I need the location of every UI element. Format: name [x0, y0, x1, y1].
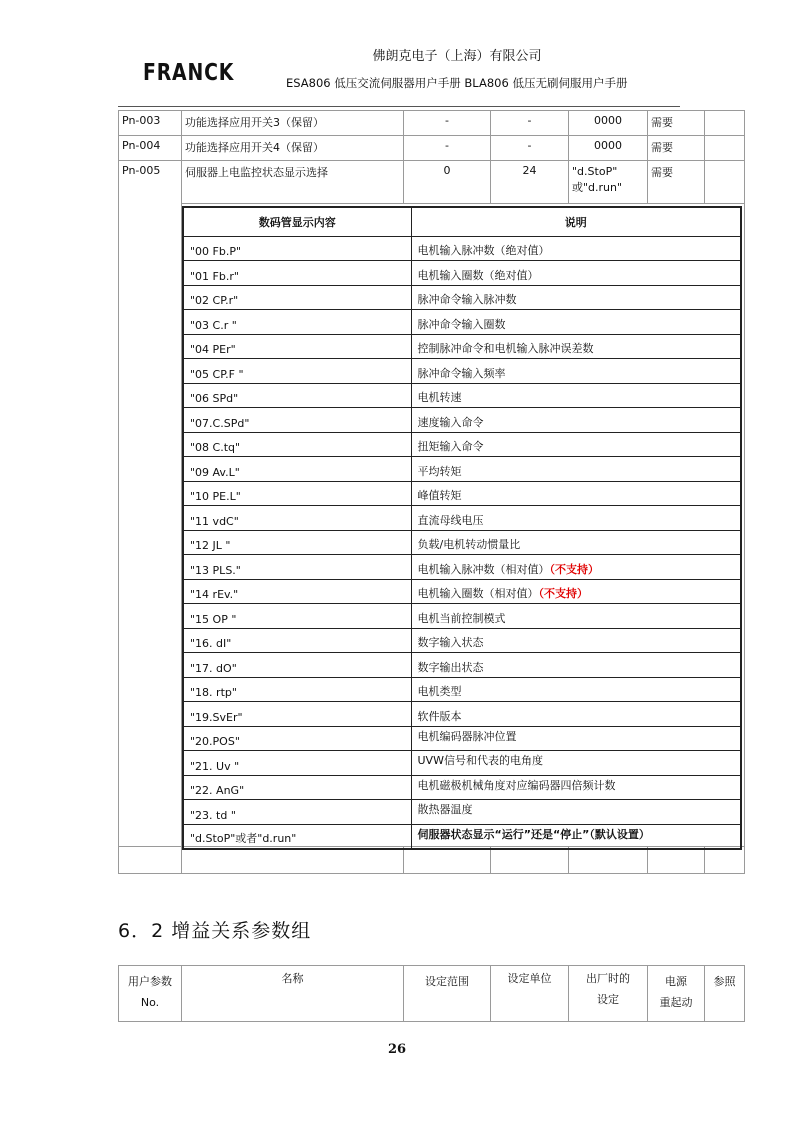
display-desc: 软件版本: [411, 702, 741, 727]
unsupported-note: （不支持）: [549, 562, 599, 576]
table-row: [183, 653, 741, 678]
table-row: [183, 604, 741, 629]
display-desc: 电机当前控制模式: [411, 604, 741, 629]
display-code: "08 C.tq": [183, 432, 411, 457]
display-desc: 脉冲命令输入频率: [411, 359, 741, 384]
param-ref: [705, 161, 745, 204]
header-ref: 参照: [705, 966, 745, 1022]
unsupported-note: （不支持）: [538, 587, 588, 600]
table-row: [183, 481, 741, 506]
table-row: [119, 136, 745, 161]
display-desc: 负载/电机转动惯量比: [411, 530, 741, 555]
display-code: "15 OP ": [183, 604, 411, 629]
header-param-no-line1: 用户参数: [128, 975, 172, 988]
header-description: 说明: [411, 207, 741, 236]
param-name: 功能选择应用开关3（保留）: [182, 111, 404, 136]
display-code: "13 PLS.": [183, 555, 411, 580]
display-desc-text: 电机输入圈数（相对值）: [417, 587, 539, 600]
table-row: [183, 261, 741, 286]
display-code: "19.SvEr": [183, 702, 411, 727]
display-code: "22. AnG": [183, 775, 411, 800]
param-no: Pn-003: [119, 111, 182, 136]
table-row: [183, 800, 741, 825]
display-desc: 电机磁极机械角度对应编码器四倍频计数: [411, 775, 741, 800]
display-code: "03 C.r ": [183, 310, 411, 335]
param-range: -: [404, 111, 491, 136]
display-code: "10 PE.L": [183, 481, 411, 506]
display-code: "17. dO": [183, 653, 411, 678]
param-default-line1: "d.StoP": [572, 165, 618, 178]
display-desc: 电机转速: [411, 383, 741, 408]
header-param-no: [119, 966, 182, 1022]
param-restart: 需要: [648, 136, 705, 161]
empty-cell: [404, 847, 491, 874]
display-desc: 电机输入圈数（绝对值）: [411, 261, 741, 286]
display-code: "21. Uv ": [183, 751, 411, 776]
company-name: 佛朗克电子（上海）有限公司: [372, 49, 542, 64]
header-range: 设定范围: [404, 966, 491, 1022]
header-restart: [648, 966, 705, 1022]
param-default: [569, 161, 648, 204]
display-desc: 数字输出状态: [411, 653, 741, 678]
display-desc: 电机编码器脉冲位置: [411, 726, 741, 751]
display-code: "05 CP.F ": [183, 359, 411, 384]
header-unit: 设定单位: [491, 966, 569, 1022]
header-restart-line1: 电源: [665, 975, 687, 988]
table-row: [183, 236, 741, 261]
page-number: 26: [387, 1042, 407, 1057]
param-restart: 需要: [648, 111, 705, 136]
empty-cell: [569, 847, 648, 874]
display-desc: UVW信号和代表的电角度: [411, 751, 741, 776]
display-code: "20.POS": [183, 726, 411, 751]
display-desc: 数字输入状态: [411, 628, 741, 653]
display-desc-text: 电机输入脉冲数（相对值）: [417, 562, 550, 576]
display-code: "02 CP.r": [183, 285, 411, 310]
empty-cell: [491, 847, 569, 874]
section-title: 6．2 增益关系参数组: [118, 920, 312, 942]
table-row: [183, 408, 741, 433]
empty-cell: [119, 847, 182, 874]
param-default: 0000: [569, 111, 648, 136]
param-range: -: [404, 136, 491, 161]
display-desc: 平均转矩: [411, 457, 741, 482]
table-row: [183, 432, 741, 457]
display-content-table: [182, 206, 742, 850]
display-code: "06 SPd": [183, 383, 411, 408]
table-row: [119, 111, 745, 136]
table-row: [183, 555, 741, 580]
table-row: [183, 457, 741, 482]
header-divider: [118, 106, 680, 107]
display-desc: 脉冲命令输入脉冲数: [411, 285, 741, 310]
manual-title: ESA806 低压交流伺服器用户手册 BLA806 低压无刷伺服用户手册: [286, 76, 628, 90]
display-code: "00 Fb.P": [183, 236, 411, 261]
gain-parameter-table: [118, 965, 745, 1022]
param-ref: [705, 111, 745, 136]
header-name: 名称: [182, 966, 404, 1022]
table-row: [183, 310, 741, 335]
display-code: "d.StoP"或者"d.run": [183, 824, 411, 849]
table-row: [183, 824, 741, 849]
table-row: [183, 285, 741, 310]
param-no: Pn-005: [119, 161, 182, 847]
param-name: 功能选择应用开关4（保留）: [182, 136, 404, 161]
table-row: [183, 579, 741, 604]
param-range: 0: [404, 161, 491, 204]
display-code: "23. td ": [183, 800, 411, 825]
param-restart: 需要: [648, 161, 705, 204]
param-unit: -: [491, 136, 569, 161]
table-row: [183, 751, 741, 776]
param-default: 0000: [569, 136, 648, 161]
table-row: [183, 359, 741, 384]
display-desc: 直流母线电压: [411, 506, 741, 531]
param-name: 伺服器上电监控状态显示选择: [182, 161, 404, 204]
empty-cell: [705, 847, 745, 874]
display-desc: 脉冲命令输入圈数: [411, 310, 741, 335]
table-row: [183, 677, 741, 702]
table-row: [183, 506, 741, 531]
table-row: [183, 775, 741, 800]
display-desc: 散热器温度: [411, 800, 741, 825]
table-header-row: [183, 207, 741, 236]
display-desc: 速度输入命令: [411, 408, 741, 433]
display-desc: [411, 579, 741, 604]
company-logo: FRANCK: [143, 60, 235, 86]
table-row: [183, 383, 741, 408]
table-row: [119, 847, 745, 874]
display-code: "01 Fb.r": [183, 261, 411, 286]
display-desc: 峰值转矩: [411, 481, 741, 506]
table-header-row: [119, 966, 745, 1022]
display-code: "07.C.SPd": [183, 408, 411, 433]
header-default-line1: 出厂时的: [586, 972, 630, 985]
header-default: [569, 966, 648, 1022]
display-code: "04 PEr": [183, 334, 411, 359]
param-no: Pn-004: [119, 136, 182, 161]
display-code: "11 vdC": [183, 506, 411, 531]
table-row: [183, 530, 741, 555]
table-row: [183, 726, 741, 751]
display-desc: 控制脉冲命令和电机输入脉冲误差数: [411, 334, 741, 359]
display-desc: 电机输入脉冲数（绝对值）: [411, 236, 741, 261]
display-code: "09 Av.L": [183, 457, 411, 482]
empty-cell: [648, 847, 705, 874]
display-code: "16. dI": [183, 628, 411, 653]
display-desc: 电机类型: [411, 677, 741, 702]
param-ref: [705, 136, 745, 161]
display-desc: 扭矩输入命令: [411, 432, 741, 457]
display-code: "12 JL ": [183, 530, 411, 555]
param-default-line2: 或"d.run": [572, 181, 623, 194]
table-row: [183, 702, 741, 727]
table-row: [183, 628, 741, 653]
display-code: "18. rtp": [183, 677, 411, 702]
display-desc: 伺服器状态显示“运行”还是“停止”（默认设置）: [411, 824, 741, 849]
header-param-no-line2: No.: [140, 996, 160, 1009]
display-code: "14 rEv.": [183, 579, 411, 604]
param-unit: 24: [491, 161, 569, 204]
empty-cell: [182, 847, 404, 874]
param-unit: -: [491, 111, 569, 136]
header-restart-line2: 重起动: [659, 996, 693, 1009]
header-display-content: 数码管显示内容: [183, 207, 411, 236]
table-row: [183, 334, 741, 359]
display-desc: [411, 555, 741, 580]
header-default-line2: 设定: [597, 993, 619, 1006]
table-row: [119, 161, 745, 204]
